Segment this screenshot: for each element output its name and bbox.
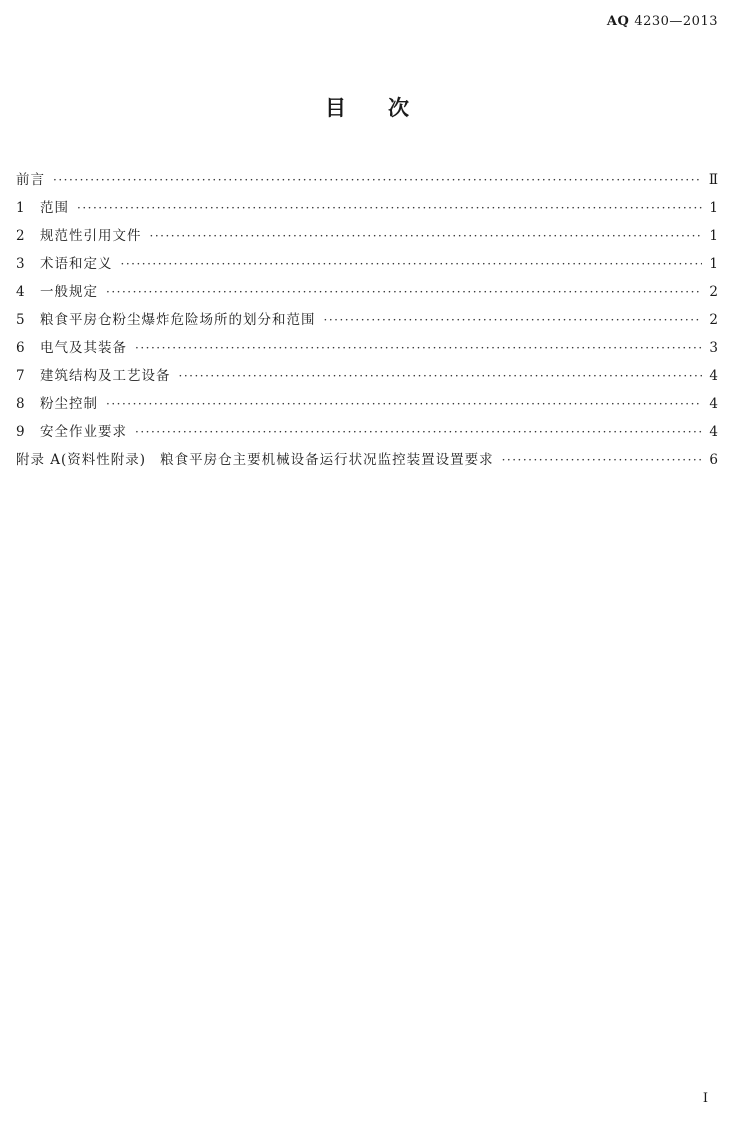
- toc-entry-1[interactable]: [16, 194, 718, 222]
- toc-page-number: 4: [709, 368, 718, 384]
- toc-appendix-label: 附录 A(资料性附录): [16, 452, 147, 468]
- toc-leader-dots: [324, 306, 703, 334]
- toc-entry-number: 3: [16, 256, 25, 272]
- standard-code-prefix: AQ: [606, 14, 630, 29]
- toc-leader-dots: [121, 250, 703, 278]
- toc-entry-number: 7: [16, 368, 25, 384]
- toc-page-number: 1: [709, 256, 718, 272]
- toc-entry-text: 术语和定义: [40, 256, 113, 272]
- toc-page-number: 1: [709, 200, 718, 216]
- table-of-contents: [16, 166, 718, 474]
- toc-entry-text: 前言: [16, 172, 45, 188]
- toc-appendix-gap: [146, 446, 160, 474]
- toc-page-number: 2: [709, 284, 718, 300]
- toc-leader-dots: [77, 194, 702, 222]
- toc-page-number: 6: [709, 452, 718, 468]
- toc-leader-dots: [150, 222, 703, 250]
- toc-entry-number: 9: [16, 424, 25, 440]
- toc-entry-text: 粉尘控制: [40, 396, 98, 412]
- toc-entry-preface[interactable]: [16, 166, 718, 194]
- toc-leader-dots: [135, 334, 702, 362]
- page-number: I: [702, 1091, 708, 1106]
- toc-entry-number: 2: [16, 228, 25, 244]
- toc-entry-text: 规范性引用文件: [40, 228, 142, 244]
- toc-entry-number: 6: [16, 340, 25, 356]
- toc-entry-text: 电气及其装备: [40, 340, 127, 356]
- toc-entry-4[interactable]: [16, 278, 718, 306]
- toc-entry-3[interactable]: [16, 250, 718, 278]
- toc-entry-number: 4: [16, 284, 25, 300]
- toc-page-number: 3: [709, 340, 718, 356]
- toc-entry-text: 范围: [40, 200, 69, 216]
- toc-entry-text: 粮食平房仓粉尘爆炸危险场所的划分和范围: [40, 312, 316, 328]
- toc-leader-dots: [135, 418, 702, 446]
- toc-entry-6[interactable]: [16, 334, 718, 362]
- toc-entry-text: 一般规定: [40, 284, 98, 300]
- toc-leader-dots: [502, 446, 702, 474]
- toc-page-number: 2: [709, 312, 718, 328]
- toc-entry-9[interactable]: [16, 418, 718, 446]
- standard-code-number: 4230—2013: [634, 14, 718, 29]
- toc-entry-text: 建筑结构及工艺设备: [40, 368, 171, 384]
- toc-leader-dots: [106, 390, 702, 418]
- toc-entry-7[interactable]: [16, 362, 718, 390]
- toc-entry-text: 粮食平房仓主要机械设备运行状况监控装置设置要求: [160, 452, 494, 468]
- toc-leader-dots: [106, 278, 702, 306]
- toc-entry-appendix-a[interactable]: [16, 446, 718, 474]
- toc-entry-2[interactable]: [16, 222, 718, 250]
- toc-entry-number: 8: [16, 396, 25, 412]
- toc-entry-number: 1: [16, 200, 25, 216]
- toc-page-number: Ⅱ: [708, 172, 718, 188]
- toc-entry-text: 安全作业要求: [40, 424, 127, 440]
- toc-entry-number: 5: [16, 312, 25, 328]
- page-title: 目次: [325, 96, 451, 120]
- toc-page-number: 4: [709, 396, 718, 412]
- toc-leader-dots: [179, 362, 703, 390]
- toc-page-number: 1: [709, 228, 718, 244]
- toc-page-number: 4: [709, 424, 718, 440]
- standard-code: [607, 14, 718, 29]
- toc-entry-8[interactable]: [16, 390, 718, 418]
- toc-entry-5[interactable]: [16, 306, 718, 334]
- toc-leader-dots: [53, 166, 702, 194]
